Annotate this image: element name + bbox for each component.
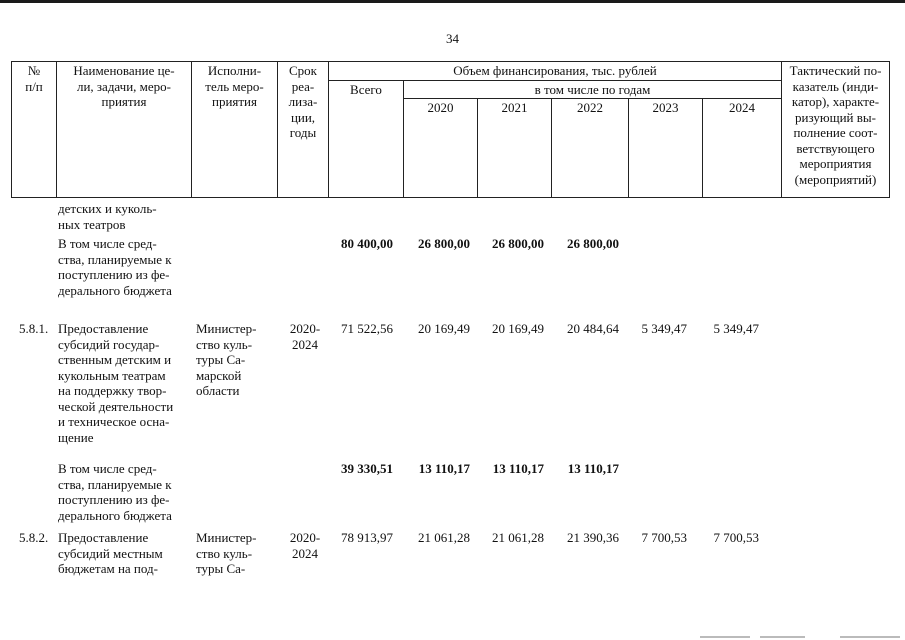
row-total: 39 330,51 bbox=[341, 461, 393, 476]
row-value-2024: 7 700,53 bbox=[713, 530, 759, 545]
header-year-2024: 2024 bbox=[703, 99, 782, 198]
header-year-2022: 2022 bbox=[552, 99, 629, 198]
row-term: 2020- 2024 bbox=[289, 321, 321, 352]
row-value-2023: 5 349,47 bbox=[641, 321, 687, 336]
row-value-2023: 7 700,53 bbox=[641, 530, 687, 545]
row-total: 78 913,97 bbox=[341, 530, 393, 545]
scan-artifact bbox=[840, 636, 900, 638]
table-header bbox=[11, 61, 890, 198]
header-term: Срок реа- лиза- ции, годы bbox=[278, 62, 329, 198]
row-executor: Министер- ство куль- туры Са- bbox=[196, 530, 257, 576]
row-name: В том числе сред- ства, планируемые к поступлению из фе- дерального бюджета bbox=[58, 461, 172, 523]
header-name: Наименование це- ли, задачи, меро- приятия bbox=[57, 62, 192, 198]
row-executor: Министер- ство куль- туры Са- марской области bbox=[196, 321, 257, 398]
header-executor: Исполни- тель меро- приятия bbox=[192, 62, 278, 198]
header-total: Всего bbox=[329, 80, 404, 198]
row-total: 71 522,56 bbox=[341, 321, 393, 336]
header-number: № п/п bbox=[12, 62, 57, 198]
row-value-2020: 13 110,17 bbox=[418, 461, 470, 476]
scan-top-edge bbox=[0, 0, 905, 3]
row-value-2020: 20 169,49 bbox=[418, 321, 470, 336]
header-year-2023: 2023 bbox=[629, 99, 703, 198]
row-value-2021: 26 800,00 bbox=[492, 236, 544, 251]
header-by-years: в том числе по годам bbox=[404, 80, 782, 99]
row-number: 5.8.1. bbox=[19, 321, 49, 336]
header-financing: Объем финансирования, тыс. рублей bbox=[329, 62, 782, 81]
scan-artifact bbox=[700, 636, 750, 638]
row-value-2022: 20 484,64 bbox=[567, 321, 619, 336]
header-year-2020: 2020 bbox=[404, 99, 478, 198]
header-indicator: Тактический по- казатель (инди- катор), характе- ризующий вы- полнение соот- ветствующего мероприятия (мероприятий) bbox=[782, 62, 890, 198]
row-name: Предоставление субсидий местным бюджетам на под- bbox=[58, 530, 163, 576]
page-number: 34 bbox=[446, 31, 459, 46]
header-year-2021: 2021 bbox=[478, 99, 552, 198]
row-value-2022: 13 110,17 bbox=[567, 461, 619, 476]
continuation-text: детских и куколь- ных театров bbox=[58, 201, 157, 232]
row-value-2020: 26 800,00 bbox=[418, 236, 470, 251]
row-total: 80 400,00 bbox=[341, 236, 393, 251]
row-value-2021: 20 169,49 bbox=[492, 321, 544, 336]
row-term: 2020- 2024 bbox=[289, 530, 321, 561]
row-value-2024: 5 349,47 bbox=[713, 321, 759, 336]
scan-artifact bbox=[760, 636, 805, 638]
row-name: В том числе сред- ства, планируемые к поступлению из фе- дерального бюджета bbox=[58, 236, 172, 298]
row-name: Предоставление субсидий государ- ственным детским и кукольным театрам на поддержку твор- ческой деятельности и техническое осна- щение bbox=[58, 321, 174, 445]
row-value-2021: 13 110,17 bbox=[492, 461, 544, 476]
row-value-2021: 21 061,28 bbox=[492, 530, 544, 545]
row-value-2020: 21 061,28 bbox=[418, 530, 470, 545]
row-number: 5.8.2. bbox=[19, 530, 49, 545]
row-value-2022: 21 390,36 bbox=[567, 530, 619, 545]
row-value-2022: 26 800,00 bbox=[567, 236, 619, 251]
